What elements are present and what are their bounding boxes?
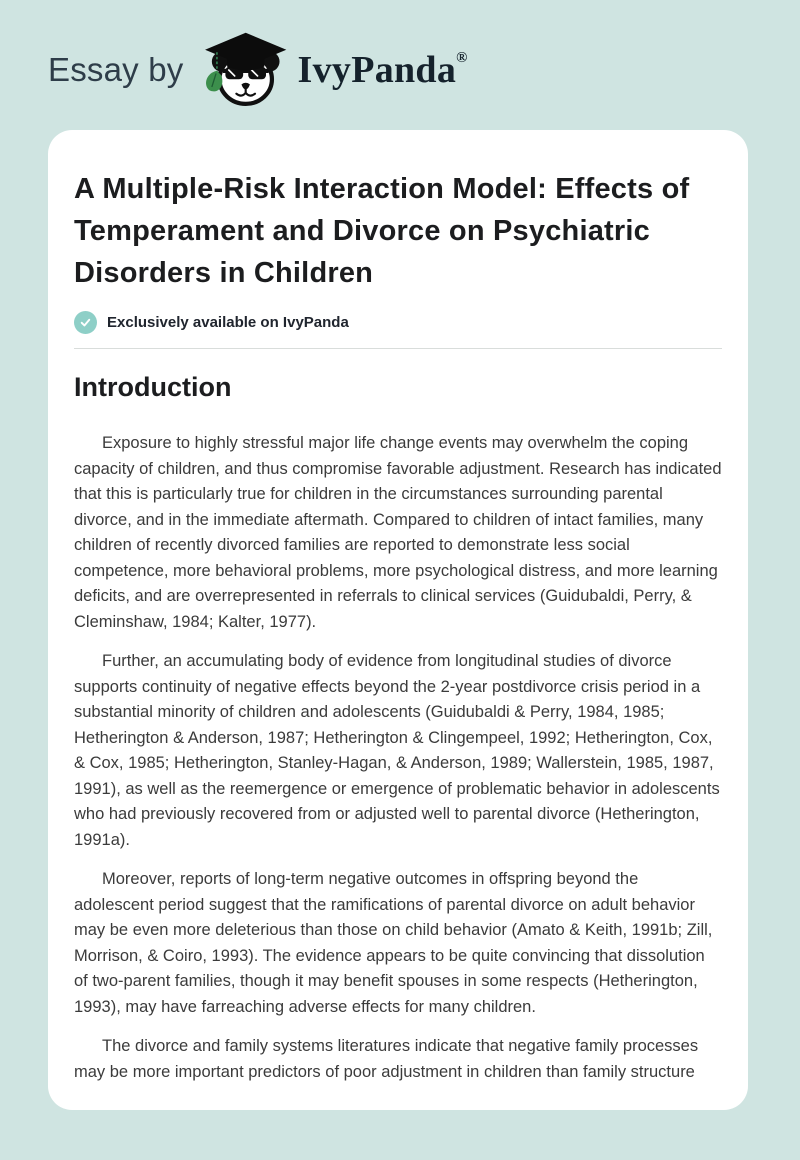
divider <box>74 348 722 349</box>
ivypanda-panda-logo-icon <box>200 31 288 109</box>
exclusive-badge <box>74 310 722 334</box>
exclusive-badge-label: Exclusively available on IvyPanda <box>107 313 349 331</box>
paragraph-2: Further, an accumulating body of evidence from longitudinal studies of divorce supports continuity of negative effects beyond the 2-year postdivorce crisis period in a substantial minority of children and adolescents (Guidubaldi & Perry, 1984, 1985; Hetherington & Anderson, 1987; Hetherington & Clingempeel, 1992; Hetherington, Cox, & Cox, 1985; Hetherington, Stanley-Hagan, & Anderson, 1989; Wallerstein, 1985, 1987, 1991), as well as the reemergence or emergence of problematic behavior in adolescents who had previously recovered from or adjusted well to parental divorce (Hetherington, 1991a). <box>74 652 720 849</box>
paragraph-1: Exposure to highly stressful major life change events may overwhelm the coping capacity of children, and thus compromise favorable adjustment. Research has indicated that this is particularly true for children in the circumstances surrounding parental divorce, and in the immediate aftermath. Compared to children of intact families, many children of recently divorced families are reported to demonstrate less social competence, more behavioral problems, more psychological distress, and more learning deficits, and are overrepresented in referrals to clinical services (Guidubaldi, Perry, & Cleminshaw, 1984; Kalter, 1977). <box>74 434 722 631</box>
paragraph-3: Moreover, reports of long-term negative outcomes in offspring beyond the adolescent period suggest that the ramifications of parental divorce on adult behavior may be even more deleterious than those on child behavior (Amato & Keith, 1991b; Zill, Morrison, & Coiro, 1993). The evidence appears to be quite convincing that dissolution of two-parent families, though it may benefit spouses in some respects (Hetherington, 1993), may have farreaching adverse effects for many children. <box>74 870 713 1016</box>
essay-title: A Multiple-Risk Interaction Model: Effects of Temperament and Divorce on Psychiatric Disorders in Children <box>74 173 690 289</box>
check-icon <box>74 311 97 334</box>
site-header <box>48 30 800 110</box>
paragraph-4: The divorce and family systems literatures indicate that negative family processes may be more important predictors of poor adjustment in children than family structure <box>74 1037 699 1081</box>
page-background <box>0 30 800 1160</box>
section-heading-introduction: Introduction <box>74 372 232 402</box>
essay-card <box>48 130 748 1110</box>
essay-by-label: Essay by <box>48 51 184 88</box>
brand-text: IvyPanda <box>297 49 457 91</box>
registered-trademark: ® <box>456 50 468 66</box>
brand-name <box>298 48 468 92</box>
